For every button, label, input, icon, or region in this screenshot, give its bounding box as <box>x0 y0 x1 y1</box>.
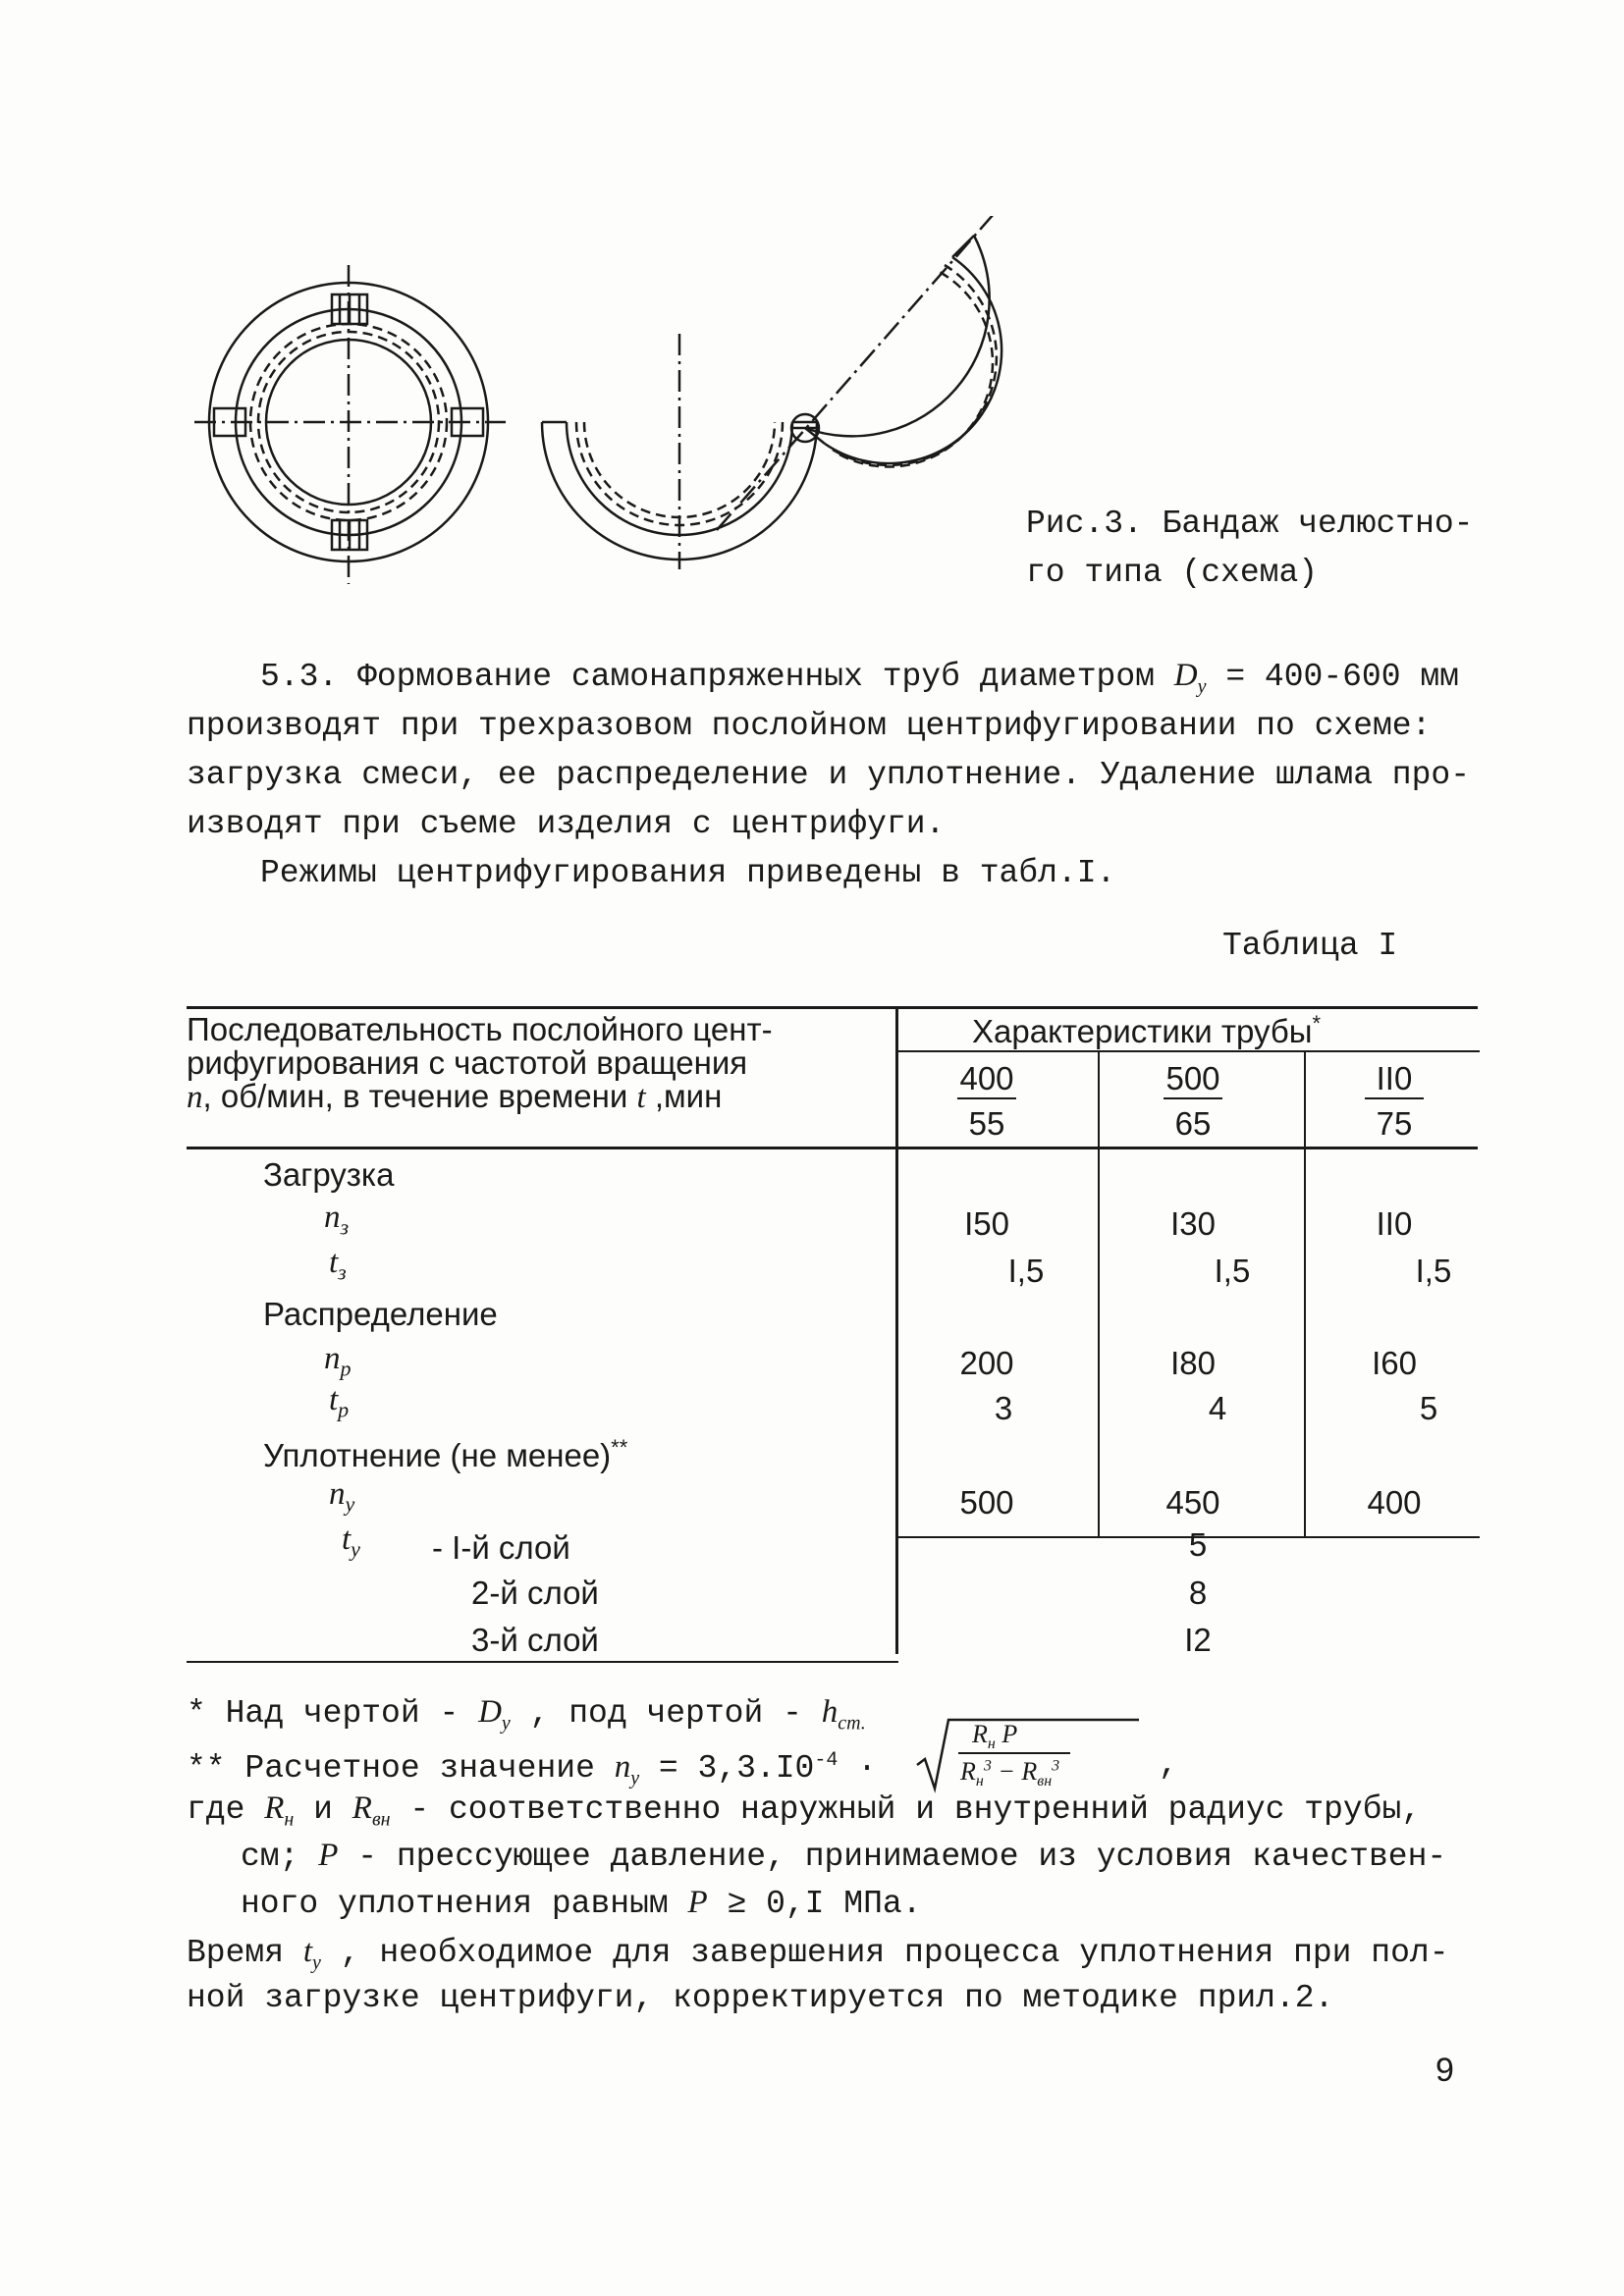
ny-val-3: 400 <box>1367 1484 1422 1521</box>
layer-1-label: - I-й слой <box>432 1529 570 1566</box>
footnote-2-line4: см; P - прессующее давление, принимаемое из условия качествен- <box>241 1838 1447 1875</box>
col3-bottom: 75 <box>1376 1105 1413 1142</box>
footnote-2-line5: ного уплотнения равным P ≥ 0,I МПа. <box>241 1885 922 1922</box>
layer-1-value: 5 <box>1188 1526 1208 1563</box>
table-top-rule <box>187 1006 1478 1009</box>
figure-caption-line1: Рис.3. Бандаж челюстно- <box>1026 506 1474 542</box>
ny-val-2: 450 <box>1165 1484 1220 1521</box>
footnote-2: ** Расчетное значение $n_у = 3,3.I0^{-4}$ · <box>187 1749 877 1789</box>
nz-val-3: II0 <box>1376 1205 1413 1242</box>
table-bottom-rule <box>187 1661 898 1663</box>
tz-val-3: I,5 <box>1415 1253 1452 1289</box>
col3-top: II0 <box>1376 1060 1413 1096</box>
figure-bandage-scheme <box>177 216 1060 599</box>
col2-bottom: 65 <box>1174 1105 1212 1142</box>
table-vert-divider <box>895 1006 898 1654</box>
paragraph2: Режимы центрифугирования приведены в табл.I. <box>260 855 1116 891</box>
ny-val-1: 500 <box>959 1484 1014 1521</box>
row-tz-symbol: $t_з$ <box>329 1245 347 1285</box>
row-np-symbol: $n_р$ <box>324 1341 352 1381</box>
tz-val-1: I,5 <box>1007 1253 1045 1289</box>
footnote-2-line3: где $R_н$ и $R_{вн}$ - соответственно наружный и внутренний радиус трубы, <box>187 1790 1422 1831</box>
row-ty-symbol: $t_у$ <box>342 1522 360 1562</box>
figure-caption-line2: го типа (схема) <box>1026 555 1319 591</box>
paragraph1-line2: производят при трехразовом послойном центрифугировании по схеме: <box>187 708 1432 744</box>
table-head-right: Характеристики трубы* <box>972 1011 1321 1049</box>
layer-2-label: 2-й слой <box>471 1575 599 1611</box>
row-tp-symbol: $t_р$ <box>329 1382 350 1422</box>
row-distribution-label: Распределение <box>263 1296 498 1332</box>
np-val-3: I60 <box>1372 1345 1417 1381</box>
np-val-1: 200 <box>959 1345 1014 1381</box>
row-compaction-label: Уплотнение (не менее)** <box>263 1435 628 1473</box>
table-header-bottom-rule <box>187 1147 1478 1149</box>
col1-bottom: 55 <box>968 1105 1005 1142</box>
table-head-rule <box>895 1050 1480 1052</box>
row-nz-symbol: $n_з$ <box>324 1200 350 1240</box>
row-loading-label: Загрузка <box>263 1156 395 1193</box>
tp-val-2: 4 <box>1208 1390 1227 1426</box>
formula-comma: , <box>1159 1746 1178 1783</box>
table-col-divider-1 <box>1098 1050 1100 1536</box>
table-head-left: Последовательность послойного цент- рифугирования с частотой вращения n, об/мин, в течение времени t ,мин <box>187 1011 773 1115</box>
page-number: 9 <box>1435 2052 1454 2089</box>
tp-val-3: 5 <box>1419 1390 1438 1426</box>
row-ny-symbol: $n_у$ <box>329 1476 355 1517</box>
layer-3-label: 3-й слой <box>471 1622 599 1658</box>
closing-line2: ной загрузке центрифуги, корректируется по методике прил.2. <box>187 1980 1334 2016</box>
table-title: Таблица I <box>1222 928 1398 964</box>
nz-val-1: I50 <box>964 1205 1009 1242</box>
sqrt-denominator: $R_н^3 - R_{вн}^3$ <box>960 1757 1060 1790</box>
layer-2-value: 8 <box>1188 1575 1208 1611</box>
footnote-1: * Над чертой - $D_y$ , под чертой - $h_{ст.}$ <box>187 1694 866 1735</box>
dy-symbol: $D_y$ <box>1173 658 1207 698</box>
tz-val-2: I,5 <box>1214 1253 1251 1289</box>
paragraph1-line3: загрузка смеси, ее распределение и уплотнение. Удаление шлама про- <box>187 757 1471 793</box>
closing-line1: Время $t_у$ , необходимое для завершения процесса уплотнения при пол- <box>187 1934 1449 1974</box>
col1-top: 400 <box>959 1060 1014 1096</box>
np-val-2: I80 <box>1170 1345 1216 1381</box>
nz-val-2: I30 <box>1170 1205 1216 1242</box>
table-col-divider-2 <box>1304 1050 1306 1536</box>
paragraph1-line1: 5.3. Формование самонапряженных труб диаметром $D_y = 400-600$ мм <box>260 658 1459 698</box>
paragraph1-line4: изводят при съеме изделия с центрифуги. <box>187 806 946 842</box>
layer-3-value: I2 <box>1184 1622 1212 1658</box>
tp-val-1: 3 <box>994 1390 1013 1426</box>
col2-top: 500 <box>1165 1060 1220 1096</box>
sqrt-numerator: $R_н$ P <box>972 1720 1018 1753</box>
